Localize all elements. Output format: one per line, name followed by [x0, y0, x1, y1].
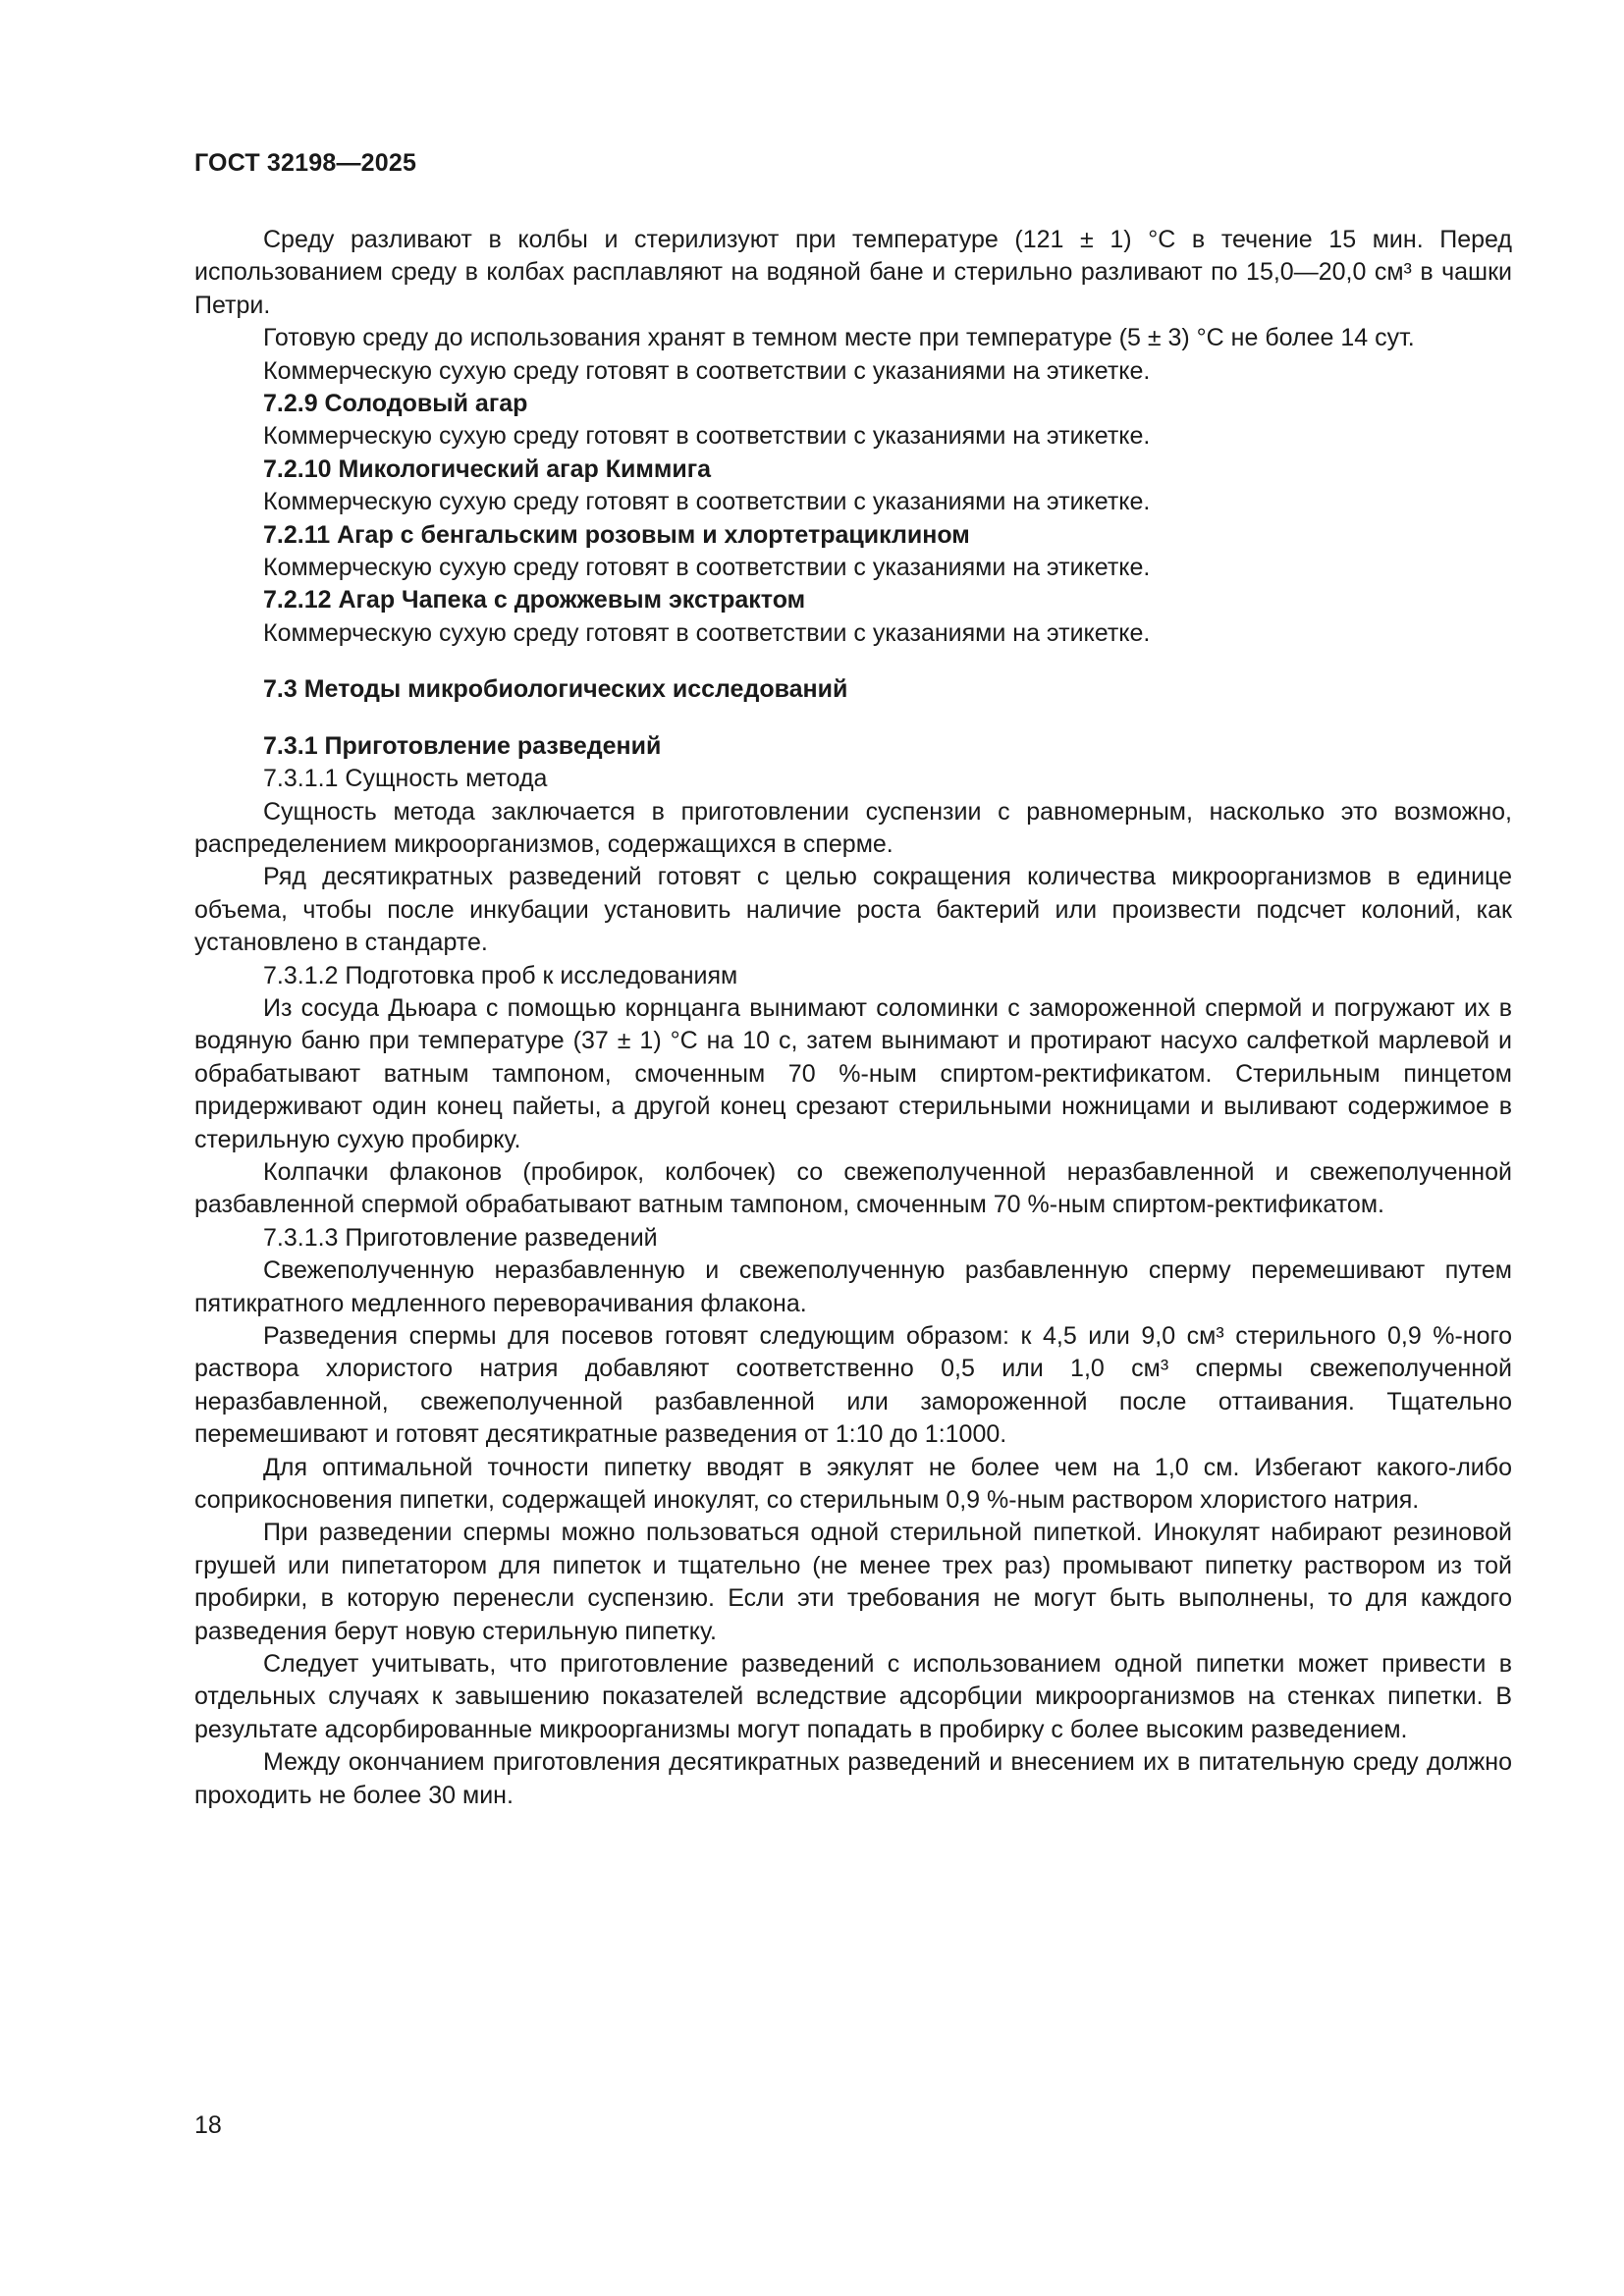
paragraph: Среду разливают в колбы и стерилизуют при температуре (121 ± 1) °С в течение 15 мин. Перед использованием среду в колбах расплавляют на водяной бане и стерильно разливают по 15,0—20,0 см³ в чашки Петри.	[194, 226, 1512, 319]
section-heading-7-2-11: 7.2.11 Агар с бенгальским розовым и хлортетрациклином	[263, 520, 970, 549]
paragraph: Коммерческую сухую среду готовят в соответствии с указаниями на этикетке.	[263, 554, 1151, 582]
paragraph: Из сосуда Дьюара с помощью корнцанга вынимают соломинки с замороженной спермой и погружают их в водяную баню при температуре (37 ± 1) °С на 10 с, затем вынимают и протирают насухо салфеткой марлевой и обрабатывают ватным тампоном, смоченным 70 %-ным спиртом-ректификатом. Стерильным пинцетом придерживают один конец пайеты, а другой конец срезают стерильными ножницами и выливают содержимое в стерильную сухую пробирку.	[194, 993, 1512, 1153]
paragraph: Разведения спермы для посевов готовят следующим образом: к 4,5 или 9,0 см³ стерильного 0,9 %-ного раствора хлористого натрия добавляют соответственно 0,5 или 1,0 см³ спермы свежеполученной неразбавленной, свежеполученной разбавленной или замороженной после оттаивания. Тщательно перемешивают и готовят десятикратные разведения от 1:10 до 1:1000.	[194, 1322, 1512, 1449]
paragraph: Коммерческую сухую среду готовят в соответствии с указаниями на этикетке.	[263, 488, 1151, 516]
section-heading-7-2-10: 7.2.10 Микологический агар Киммига	[263, 454, 712, 483]
subsection-title-7-3-1-3: 7.3.1.3 Приготовление разведений	[263, 1223, 658, 1252]
section-heading-7-2-9: 7.2.9 Солодовый агар	[263, 390, 528, 418]
document-header: ГОСТ 32198—2025	[194, 149, 417, 177]
subsection-title-7-3-1-1: 7.3.1.1 Сущность метода	[263, 765, 548, 793]
paragraph: Для оптимальной точности пипетку вводят в эякулят не более чем на 1,0 см. Избегают какого-либо соприкосновения пипетки, содержащей инокулят, со стерильным 0,9 %-ным раствором хлористого натрия.	[194, 1453, 1512, 1515]
body-text	[194, 224, 1512, 1812]
paragraph: Готовую среду до использования хранят в темном месте при температуре (5 ± 3) °С не более 14 сут.	[263, 324, 1415, 352]
paragraph: Между окончанием приготовления десятикратных разведений и внесением их в питательную среду должно проходить не более 30 мин.	[194, 1748, 1512, 1809]
section-heading-7-3-1: 7.3.1 Приготовление разведений	[263, 731, 662, 760]
subsection-title-7-3-1-2: 7.3.1.2 Подготовка проб к исследованиям	[263, 961, 738, 989]
section-heading-7-3: 7.3 Методы микробиологических исследований	[263, 675, 848, 704]
section-heading-7-2-12: 7.2.12 Агар Чапека с дрожжевым экстрактом	[263, 586, 806, 614]
paragraph: Ряд десятикратных разведений готовят с целью сокращения количества микроорганизмов в единице объема, чтобы после инкубации установить наличие роста бактерий или произвести подсчет колоний, как установлено в стандарте.	[194, 863, 1512, 957]
paragraph: Колпачки флаконов (пробирок, колбочек) со свежеполученной неразбавленной и свежеполученной разбавленной спермой обрабатывают ватным тампоном, смоченным 70 %-ным спиртом-ректификатом.	[194, 1157, 1512, 1219]
paragraph: Коммерческую сухую среду готовят в соответствии с указаниями на этикетке.	[263, 356, 1151, 385]
paragraph: Коммерческую сухую среду готовят в соответствии с указаниями на этикетке.	[263, 618, 1151, 647]
paragraph: Сущность метода заключается в приготовлении суспензии с равномерным, насколько это возможно, распределением микроорганизмов, содержащихся в сперме.	[194, 797, 1512, 858]
page-number: 18	[194, 2111, 222, 2139]
paragraph: Следует учитывать, что приготовление разведений с использованием одной пипетки может привести в отдельных случаях к завышению показателей вследствие адсорбции микроорганизмов на стенках пипетки. В результате адсорбированные микроорганизмы могут попадать в пробирку с более высоким разведением.	[194, 1650, 1512, 1743]
paragraph: При разведении спермы можно пользоваться одной стерильной пипеткой. Инокулят набирают резиновой грушей или пипетатором для пипеток и тщательно (не менее трех раз) промывают пипетку раствором из той пробирки, в которую перенесли суспензию. Если эти требования не могут быть выполнены, то для каждого разведения берут новую стерильную пипетку.	[194, 1519, 1512, 1645]
paragraph: Коммерческую сухую среду готовят в соответствии с указаниями на этикетке.	[263, 422, 1151, 451]
paragraph: Свежеполученную неразбавленную и свежеполученную разбавленную сперму перемешивают путем пятикратного медленного переворачивания флакона.	[194, 1256, 1512, 1317]
